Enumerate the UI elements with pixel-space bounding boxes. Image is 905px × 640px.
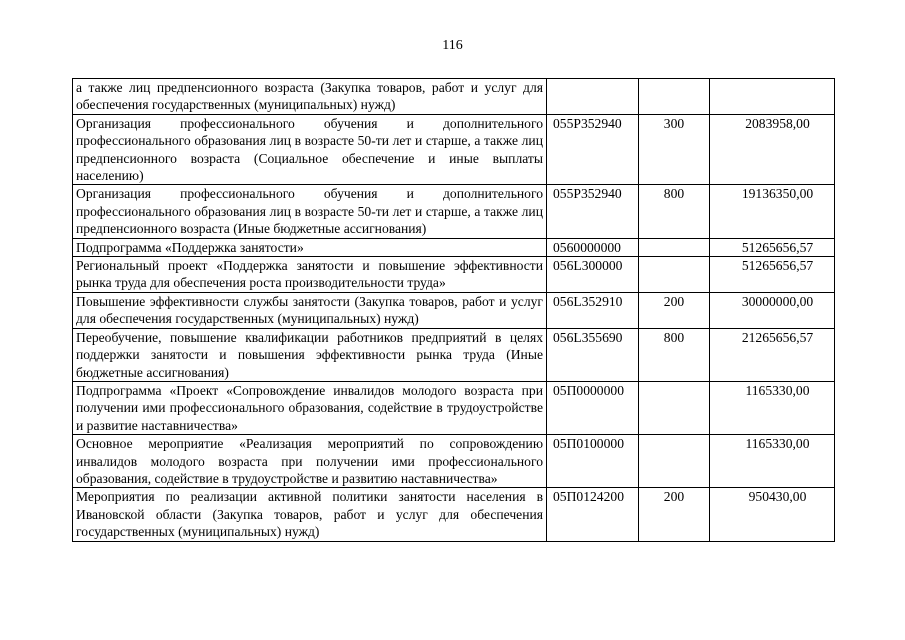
table-row — [73, 292, 835, 328]
row-name: Региональный проект «Поддержка занятости и повышение эффективности рынка труда для обеспечения роста производительности труда» — [73, 257, 547, 293]
row-type — [639, 79, 710, 115]
row-type: 200 — [639, 488, 710, 541]
row-amount — [710, 79, 835, 115]
row-code: 055Р352940 — [547, 185, 639, 238]
row-code: 05П0000000 — [547, 381, 639, 434]
table-row — [73, 257, 835, 293]
row-code: 055Р352940 — [547, 114, 639, 185]
table-row — [73, 114, 835, 185]
row-type: 200 — [639, 292, 710, 328]
table-row — [73, 328, 835, 381]
row-type: 800 — [639, 328, 710, 381]
table-row — [73, 185, 835, 238]
row-amount: 30000000,00 — [710, 292, 835, 328]
row-code — [547, 79, 639, 115]
row-name: Мероприятия по реализации активной политики занятости населения в Ивановской области (Закупка товаров, работ и услуг для обеспечения государственных (муниципальных) нужд) — [73, 488, 547, 541]
row-name: Основное мероприятие «Реализация мероприятий по сопровождению инвалидов молодого возраста при получении ими профессионального образования, содействие в трудоустройстве и развитию наставничества» — [73, 435, 547, 488]
row-code: 056L352910 — [547, 292, 639, 328]
row-type — [639, 257, 710, 293]
row-amount: 2083958,00 — [710, 114, 835, 185]
row-amount: 21265656,57 — [710, 328, 835, 381]
row-name: а также лиц предпенсионного возраста (Закупка товаров, работ и услуг для обеспечения государственных (муниципальных) нужд) — [73, 79, 547, 115]
row-code: 05П0124200 — [547, 488, 639, 541]
row-amount: 51265656,57 — [710, 238, 835, 256]
row-code: 056L300000 — [547, 257, 639, 293]
row-type — [639, 238, 710, 256]
row-code: 056L355690 — [547, 328, 639, 381]
row-amount: 950430,00 — [710, 488, 835, 541]
row-name: Переобучение, повышение квалификации работников предприятий в целях поддержки занятости и повышения эффективности рынка труда (Иные бюджетные ассигнования) — [73, 328, 547, 381]
row-name: Подпрограмма «Поддержка занятости» — [73, 238, 547, 256]
row-amount: 51265656,57 — [710, 257, 835, 293]
row-code: 0560000000 — [547, 238, 639, 256]
table-row — [73, 79, 835, 115]
row-name: Повышение эффективности службы занятости (Закупка товаров, работ и услуг для обеспечения государственных (муниципальных) нужд) — [73, 292, 547, 328]
row-code: 05П0100000 — [547, 435, 639, 488]
row-amount: 1165330,00 — [710, 435, 835, 488]
page-number: 116 — [442, 38, 463, 53]
row-type: 800 — [639, 185, 710, 238]
budget-table — [72, 78, 835, 542]
row-type — [639, 381, 710, 434]
table-row — [73, 381, 835, 434]
row-amount: 19136350,00 — [710, 185, 835, 238]
row-name: Организация профессионального обучения и дополнительного профессионального образования лиц в возрасте 50-ти лет и старше, а также лиц предпенсионного возраста (Социальное обеспечение и иные выплаты населению) — [73, 114, 547, 185]
table-row — [73, 435, 835, 488]
row-type — [639, 435, 710, 488]
table-row — [73, 488, 835, 541]
table-row — [73, 238, 835, 256]
row-type: 300 — [639, 114, 710, 185]
row-name: Организация профессионального обучения и дополнительного профессионального образования лиц в возрасте 50-ти лет и старше, а также лиц предпенсионного возраста (Иные бюджетные ассигнования) — [73, 185, 547, 238]
row-name: Подпрограмма «Проект «Сопровождение инвалидов молодого возраста при получении ими профессионального образования, содействие в трудоустройстве и развитие наставничества» — [73, 381, 547, 434]
row-amount: 1165330,00 — [710, 381, 835, 434]
